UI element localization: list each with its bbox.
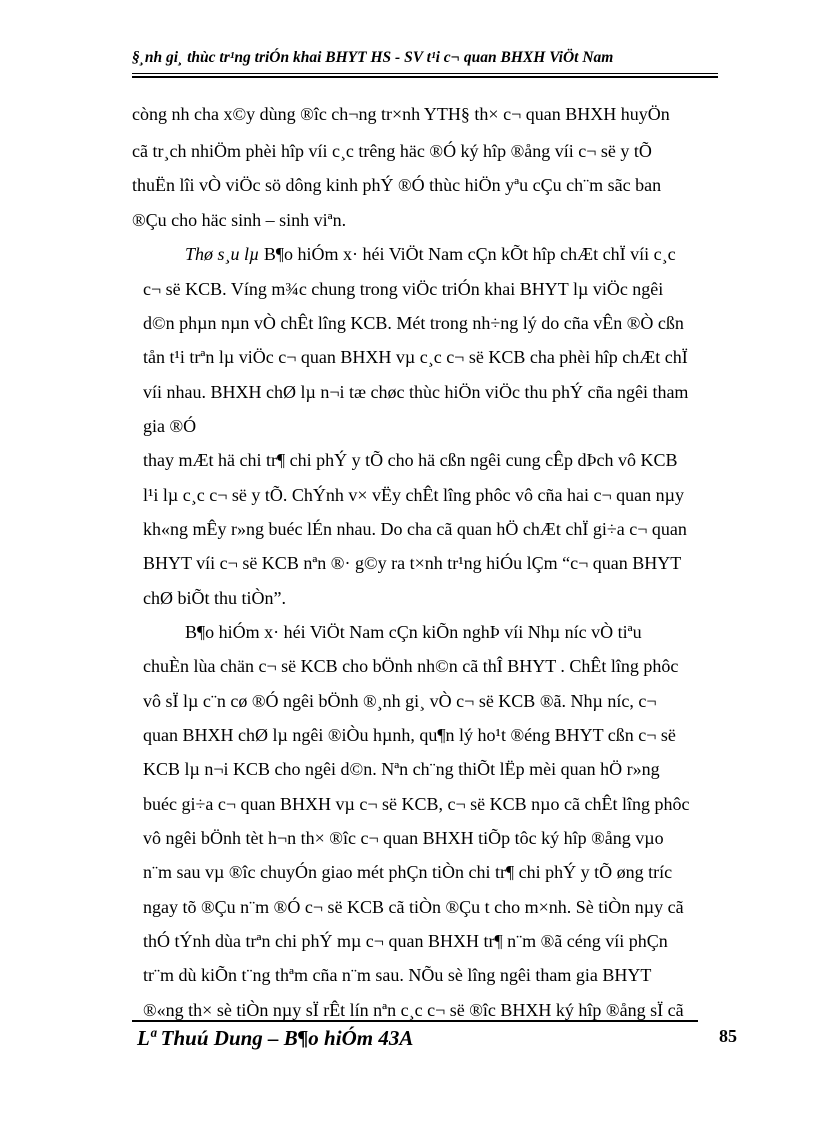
text-line: víi nhau. BHXH chØ lµ n¬i tæ chøc thùc hiÖn viÖc thu phÝ cña ngêi tham (143, 382, 689, 402)
text-line: buéc gi÷a c¬ quan BHXH vµ c¬ së KCB, c¬ së KCB nµo cã chÊt lîng phôc (143, 794, 690, 814)
footer-rule (132, 1020, 698, 1022)
text-line: tr¨m dù kiÕn t¨ng thªm cña n¨m sau. NÕu sè lîng ngêi tham gia BHYT (143, 965, 652, 985)
text-line: n¨m sau vµ ®îc chuyÓn giao mét phÇn tiÒn chi tr¶ chi phÝ y tÕ øng tríc (143, 862, 673, 882)
text-line: B¶o hiÓm x· héi ViÖt Nam cÇn kÕt hîp chÆt chÏ víi c¸c (263, 244, 676, 264)
text-line: thuËn lîi vÒ viÖc sö dông kinh phÝ ®Ó thùc hiÖn yªu cÇu ch¨m sãc ban (132, 175, 662, 195)
text-line: d©n phµn nµn vÒ chÊt lîng KCB. Mét trong nh÷ng lý do cña vÊn ®Ò cßn (143, 313, 684, 333)
text-line: BHYT víi c¬ së KCB nªn ®· g©y ra t×nh tr¹ng hiÓu lÇm “c¬ quan BHYT (143, 553, 682, 573)
text-line: ®«ng th× sè tiÒn nµy sÏ rÊt lín nªn c¸c c¬ së ®îc BHXH ký hîp ®ång sÏ cã (143, 1000, 684, 1020)
text-line: cã tr¸ch nhiÖm phèi hîp víi c¸c trêng häc ®Ó ký hîp ®ång víi c¬ së y tÕ (132, 141, 652, 161)
text-line: l¹i lµ c¸c c¬ së y tÕ. ChÝnh v× vËy chÊt lîng phôc vô cña hai c¬ quan nµy (143, 485, 684, 505)
text-line: c¬ së KCB. Víng m¾c chung trong viÖc triÓn khai BHYT lµ viÖc ngêi (143, 279, 664, 299)
text-line: quan BHXH chØ lµ ngêi ®iÒu hµnh, qu¶n lý ho¹t ®éng BHYT cßn c¬ së (143, 725, 676, 745)
italic-lead: Thø s¸u lµ (185, 244, 260, 264)
text-line: thay mÆt hä chi tr¶ chi phÝ y tÕ cho hä cßn ngêi cung cÊp dÞch vô KCB (143, 450, 678, 470)
footer-author: Lª Thuú Dung – B¶o hiÓm 43A (137, 1026, 414, 1050)
text-line: tån t¹i trªn lµ viÖc c¬ quan BHXH vµ c¸c c¬ së KCB cha phèi hîp chÆt chÏ (143, 347, 688, 367)
text-line: chØ biÕt thu tiÒn”. (143, 588, 286, 608)
text-line: vô sÏ lµ c¨n cø ®Ó ngêi bÖnh ®¸nh gi¸ vÒ c¬ së KCB ®ã. Nhµ níc, c¬ (143, 691, 657, 711)
text-line: còng nh cha x©y dùng ®îc ch¬ng tr×nh YTH§ th× c¬ quan BHXH huyÖn (132, 104, 670, 124)
paragraph-lead-line (185, 243, 676, 265)
text-line: thÓ tÝnh dùa trªn chi phÝ mµ c¬ quan BHXH tr¶ n¨m ®ã céng víi phÇn (143, 931, 668, 951)
header-rule-thin (132, 73, 718, 74)
text-line: ®Çu cho häc sinh – sinh viªn. (132, 210, 347, 230)
running-header: §¸nh gi¸ thùc tr¹ng triÓn khai BHYT HS - SV t¹i c¬ quan BHXH ViÖt Nam (132, 49, 614, 66)
header-rule-thick (132, 76, 718, 78)
text-line: ngay tõ ®Çu n¨m ®Ó c¬ së KCB cã tiÒn ®Çu t cho m×nh. Sè tiÒn nµy cã (143, 897, 684, 917)
text-line: gia ®Ó (143, 416, 197, 436)
text-line: B¶o hiÓm x· héi ViÖt Nam cÇn kiÕn nghÞ víi Nhµ níc vÒ tiªu (185, 622, 642, 642)
text-line: kh«ng mÊy r»ng buéc lÉn nhau. Do cha cã quan hÖ chÆt chÏ gi÷a c¬ quan (143, 519, 687, 539)
text-line: vô ngêi bÖnh tèt h¬n th× ®îc c¬ quan BHXH tiÕp tôc ký hîp ®ång vµo (143, 828, 664, 848)
text-line: chuÈn lùa chän c¬ së KCB cho bÖnh nh©n cã thÎ BHYT . ChÊt lîng phôc (143, 656, 679, 676)
page-number: 85 (719, 1026, 737, 1046)
text-line: KCB lµ n¬i KCB cho ngêi d©n. Nªn ch¨ng thiÕt lËp mèi quan hÖ r»ng (143, 759, 660, 779)
